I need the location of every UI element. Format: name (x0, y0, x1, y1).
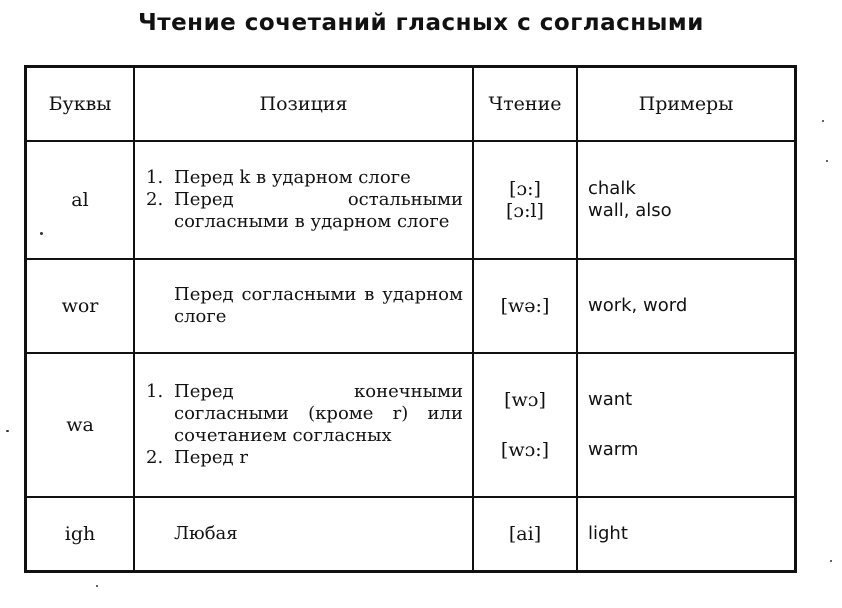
example-value: light (588, 523, 628, 544)
example-value: want (588, 389, 633, 410)
reading-cell (473, 353, 577, 497)
header-letters: Буквы (26, 67, 135, 142)
position-item: 2. Перед остальными согласными в ударном слоге (146, 189, 463, 232)
reading-value: [ai] (508, 523, 542, 545)
reading-value: [ɔ:] (509, 178, 541, 200)
reading-cell (473, 141, 577, 259)
scan-speck (826, 160, 828, 162)
reading-value: [wɔ:] (500, 439, 550, 461)
reading-value: [ɔ:l] (506, 200, 544, 222)
position-cell (134, 497, 473, 572)
scan-speck (96, 585, 98, 587)
position-cell (134, 259, 473, 353)
examples-cell (577, 141, 796, 259)
example-value: work, word (588, 295, 688, 316)
table-header-row (26, 67, 796, 142)
example-value: warm (588, 439, 639, 460)
scan-speck (40, 232, 43, 235)
reading-value: [wɔ] (504, 389, 546, 411)
letters-cell: wa (26, 353, 135, 497)
scan-speck (6, 430, 9, 432)
examples-cell (577, 259, 796, 353)
page-title: Чтение сочетаний гласных с согласными (138, 10, 704, 36)
table-row (26, 259, 796, 353)
reading-cell (473, 259, 577, 353)
letters-cell: al (26, 141, 135, 259)
examples-cell (577, 497, 796, 572)
position-item: 2. Перед r (146, 447, 248, 468)
vowel-combinations-table (24, 65, 797, 573)
example-value: wall, also (588, 200, 672, 221)
letters-cell: wor (26, 259, 135, 353)
position-cell (134, 141, 473, 259)
reading-cell (473, 497, 577, 572)
position-item: 1. Перед конечными согласными (кроме r) или сочетанием согласных (146, 381, 463, 446)
letters-cell: igh (26, 497, 135, 572)
position-cell (134, 353, 473, 497)
header-position: Позиция (134, 67, 473, 142)
example-value: chalk (588, 178, 636, 199)
table-row (26, 353, 796, 497)
examples-cell (577, 353, 796, 497)
header-examples: Примеры (577, 67, 796, 142)
header-reading: Чтение (473, 67, 577, 142)
reading-value: [wə:] (500, 295, 550, 317)
position-item: 1. Перед k в ударном слоге (146, 167, 411, 188)
position-text: Перед согласными в ударном слоге (174, 284, 463, 327)
scan-speck (830, 560, 832, 562)
scan-speck (822, 120, 824, 122)
position-text: Любая (174, 523, 238, 544)
table-row (26, 497, 796, 572)
table-row (26, 141, 796, 259)
